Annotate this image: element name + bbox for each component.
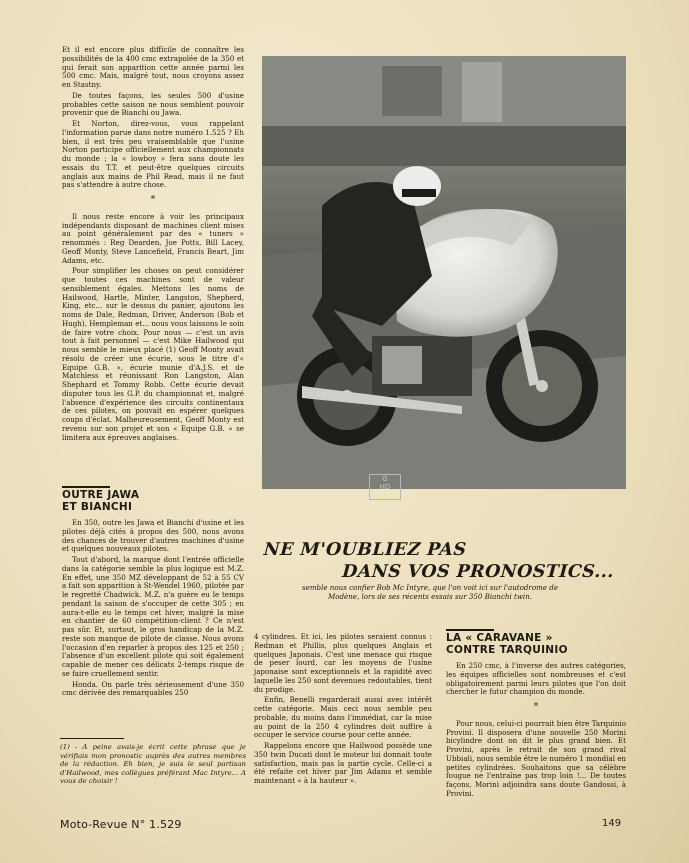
racer-photo (262, 56, 626, 489)
paragraph: En 350, outre les Jawa et Bianchi d'usine et les pilotes déjà cités à propos des 500, nous avons des chances de trouver d'autres machines d'usine et quelques nouveaux pilotes. (62, 518, 244, 554)
paragraph: Tout d'abord, la marque dont l'entrée officielle dans la catégorie semble la plus logique est M.Z. En effet, une 350 MZ développant de 52 à 55 CV a fait son apparition à St-Wendel 1960, pilotée par le regretté Chadwick. M.Z. n'a guère eu le temps pendant la saison de s'occuper de cette 305 ; en aura-t-elle eu le temps cet hiver, malgré la mise en chantier de 60 compétition-client ? Ce n'est pas sûr. Et, surtout, le gros handicap de la M.Z. reste son manque de pilote de classe. Nous avons l'occasion d'en reparler à propos des 125 et 250 ; l'absence d'un excellent pilote qui soit également capable de mener ces délicats 2-temps risque de se faire cruellement sentir. (62, 555, 244, 678)
paragraph: Et il est encore plus difficile de connaître les possibilités de la 400 cmc extrapolée de la 350 et qui ferait son apparition cette année parmi les 500 cmc. Mais, malgré tout, nous croyons assez en Stastny. (62, 45, 244, 89)
section-heading-caravane (446, 629, 626, 656)
paragraph: Rappelons encore que Hailwood possède une 350 twin Ducati dont le moteur lui donnait toute satisfaction, mais pas la partie cycle. Celle-ci a été refaite cet hiver par Jim Adams et semble maintenant « à la hauteur ». (254, 741, 432, 785)
paragraph: 4 cylindres. Et ici, les pilotes seraient connus : Redman et Phillis, plus quelques Anglais et quelques Japonais. C'est une menace qui risque de peser lourd, car les moyens de l'usine japonaise sont exceptionnels et la rapidité avec laquelle les 250 sont devenues redoutables, tient du prodige. (254, 632, 432, 694)
paragraph: En 250 cmc, à l'inverse des autres catégories, les équipes officielles sont nombreuses et c'est obligatoirement parmi leurs pilotes que l'on doit chercher le futur champion du monde. (446, 661, 626, 697)
heading-rule (446, 629, 494, 631)
column-1-bottom (62, 484, 244, 700)
magazine-issue: Moto-Revue N° 1.529 (60, 818, 182, 831)
heading-line: CONTRE TARQUINIO (446, 643, 568, 656)
heading-line: LA « CARAVANE » (446, 632, 553, 644)
separator-star: * (150, 195, 156, 205)
watermark-logo: G HD (369, 474, 401, 500)
photo-caption: semble nous confier Bob Mc Intyre, que l'on voit ici sur l'autodrome de Modène, lors de ses récents essais sur 350 Bianchi twin. (301, 583, 559, 601)
paragraph: De toutes façons, les seules 500 d'usine probables cette saison ne nous semblent pouvoir provenir que de Bianchi ou Jawa. (62, 90, 244, 118)
paragraph: Et Norton, direz-vous, vous rappelant l'information parue dans notre numéro 1.525 ? Eh bien, il est très peu vraisemblable que l'usine Norton participe officiellement aux championnats du monde ; la « lowboy » fera sans doute les essais du T.T. et peut-être quelques circuits anglais aux mains de Phil Read, mais il ne faut pas s'attendre à autre chose. (62, 119, 244, 190)
heading-line: ET BIANCHI (62, 500, 133, 513)
column-2 (254, 633, 432, 788)
section-heading-outre-jawa (62, 486, 244, 513)
column-1-top (62, 46, 244, 444)
headline-line-1: NE M'OUBLIEZ PAS (263, 540, 468, 560)
heading-rule (62, 486, 110, 488)
heading-line: OUTRE JAWA (62, 489, 140, 501)
headline (251, 539, 626, 583)
footnote-text: (1) - A peine avais-je écrit cette phrase que je vérifiais mon pronostic auprès des autres membres de la rédaction. Eh bien, je suis le seul partisan d'Hailwood, mes collègues préférant Mac Intyre... A vous de choisir ! (60, 743, 246, 785)
separator-star: * (533, 702, 539, 712)
paragraph: Enfin, Benelli regarderait aussi avec intérêt cette catégorie. Mais ceci nous semble peu probable, du moins dans l'immédiat, car la mise au point de la 250 4 cylindres doit suffire à occuper le service course pour cette année. (254, 695, 432, 740)
motorcycle-image (262, 56, 626, 489)
paragraph: Pour simplifier les choses on peut considérer que toutes ces machines sont de valeur sensiblement égales. Mettons les noms de Hailwood, Hartle, Minter, Langston, Shepherd, King, etc... sur le dessus du panier, ajoutons les noms de Dale, Redman, Driver, Anderson (Bob et Hugh), Hempleman et... nous vous laissons le soin de faire votre choix. Pour nous — c'est un avis tout à fait personnel — c'est Mike Hailwood qui nous semble le mieux placé (1) Geoff Monty avait résolu de créer une écurie, sous le titre d'« Equipe G.B. », écurie munie d'A.J.S. et de Matchless et réunissant Ron Langston, Alan Shephard et Tommy Robb. Cette écurie devait disputer tous les G.P. du championnat et, malgré l'absence d'expérience des circuits continentaux de ces pilotes, on pouvait en espérer quelques coups d'éclat. Malheureusement, Geoff Monty est revenu sur son projet et son « Equipe G.B. » se limitera aux épreuves anglaises. (62, 266, 244, 442)
paragraph: Pour nous, celui-ci pourrait bien être Tarquinio Provini. Il disposera d'une nouvelle 250 Morini bicylindre dont on dit le plus grand bien. Et Provini, après le retrait de son grand rival Ubbiali, nous semble être le numéro 1 mondial en petites cylindrées. Souhaitons que sa célèbre fougue ne l'entraîne pas trop loin !... De toutes façons, Morini adjoindra sans doute Gandossi, à Provini. (446, 718, 626, 798)
column-3 (446, 627, 626, 801)
paragraph: Honda. On parle très sérieusement d'une 350 cmc dérivée des remarquables 250 (62, 679, 244, 698)
footnote-rule (60, 738, 124, 739)
paragraph: Il nous reste encore à voir les principaux indépendants disposant de machines client mises au point généralement par des « tuners » renommés : Reg Dearden, Joe Potts, Bill Lacey, Geoff Monty, Steve Lancefield, Francis Beart, Jim Adams, etc. (62, 211, 244, 265)
page-number: 149 (602, 818, 622, 829)
headline-line-2: DANS VOS PRONOSTICS... (341, 562, 615, 582)
footnote (60, 738, 246, 786)
